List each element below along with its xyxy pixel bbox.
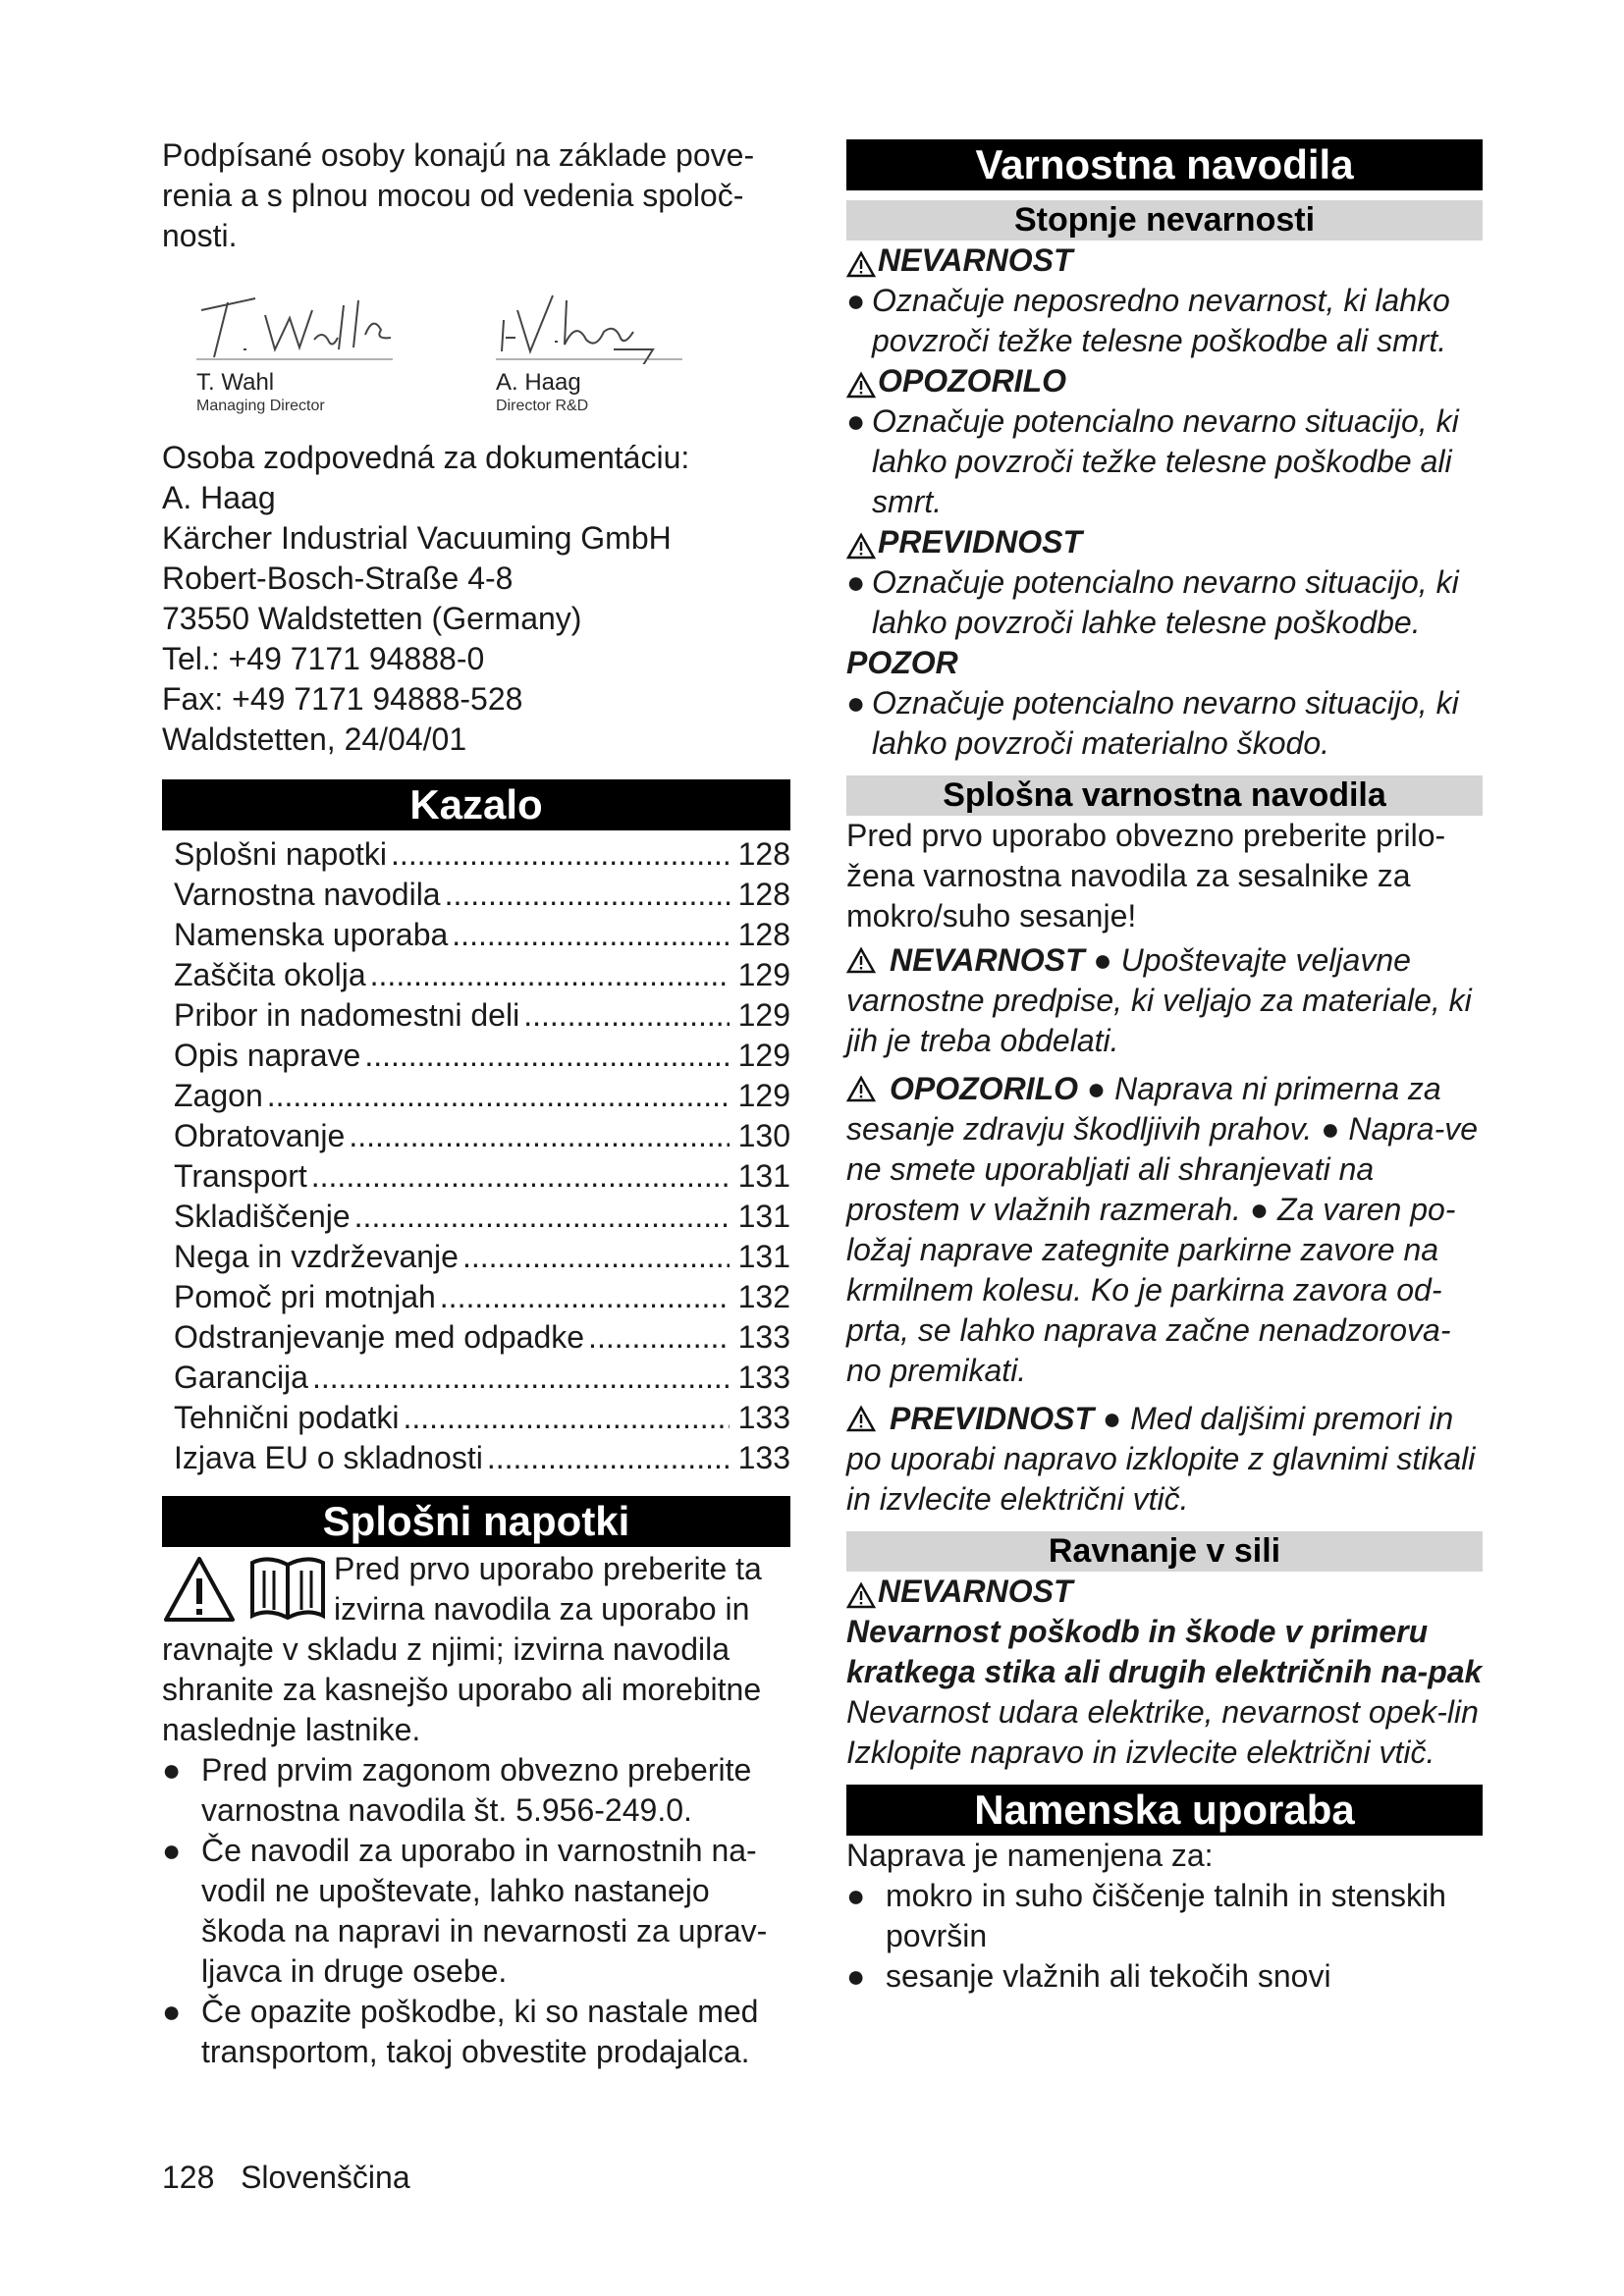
footer-language: Slovenščina [241, 2160, 410, 2195]
toc-entry[interactable] [162, 1398, 790, 1438]
toc-label: Izjava EU o skladnosti [174, 1440, 483, 1475]
toc-label: Transport [174, 1158, 307, 1194]
toc-entry[interactable] [162, 1277, 790, 1317]
toc-leader [487, 1438, 730, 1478]
contact-line: Kärcher Industrial Vacuuming GmbH [162, 520, 672, 556]
warning-paragraph: PREVIDNOST ● Med daljšimi premori in po uporabi napravo izklopite z glavnimi stikali in izvlecite električni vtič. [846, 1401, 1476, 1517]
hazard-level-label: PREVIDNOST [878, 524, 1083, 560]
emergency-head [846, 1572, 1483, 1612]
toc-label: Tehnični podatki [174, 1400, 400, 1435]
toc-entry[interactable] [162, 1076, 790, 1116]
intended-use-intro: Naprava je namenjena za: [846, 1838, 1214, 1873]
bullet-text: Če opazite poškodbe, ki so nastale med transportom, takoj obvestite prodajalca. [201, 1994, 759, 2069]
toc-page: 131 [737, 1199, 790, 1234]
warning-triangle-icon [162, 1555, 237, 1624]
signature-wahl-role: Managing Director [196, 398, 325, 414]
page-number: 128 [162, 2160, 215, 2195]
toc-page: 128 [737, 877, 790, 912]
warning-head: PREVIDNOST [890, 1401, 1095, 1436]
toc-page: 129 [737, 1038, 790, 1073]
toc-page: 128 [737, 917, 790, 952]
toc-leader [588, 1317, 730, 1358]
toc-page: 133 [737, 1319, 790, 1355]
warning-triangle-icon [846, 368, 876, 396]
intended-use-title: Namenska uporaba [846, 1785, 1483, 1836]
contact-line: Osoba zodpovedná za dokumentáciu: [162, 440, 690, 475]
toc-entry[interactable] [162, 1237, 790, 1277]
hazard-level-text: Označuje potencialno nevarno situacijo, ki lahko povzroči lahke telesne poškodbe. [872, 564, 1459, 640]
emergency-head-label: NEVARNOST [878, 1574, 1073, 1609]
warning-triangle-icon [846, 943, 876, 971]
hazard-level-head [846, 522, 1483, 562]
bullet-text: sesanje vlažnih ali tekočih snovi [886, 1958, 1331, 1994]
hazard-level-head [846, 361, 1483, 401]
toc-entry[interactable] [162, 1197, 790, 1237]
warning-triangle-icon [846, 1402, 876, 1429]
toc-page: 129 [737, 997, 790, 1033]
warning-paragraph: OPOZORILO ● Naprava ni primerna za sesanje zdravju škodljivih prahov. ● Napra-ve ne smete uporabljati ali shranjevati na prostem v vlažnih razmerah. ● Za varen po-ložaj naprave zategnite parkirne zavore na krmilnem kolesu. Ko je parkirna zavora od-prta, se lahko naprava začne nenadzorova-no premikati. [846, 1071, 1479, 1388]
page-footer [162, 2158, 410, 2198]
bullet-text: Pred prvim zagonom obvezno preberite varnostna navodila št. 5.956-249.0. [201, 1752, 752, 1828]
toc-leader [391, 834, 730, 875]
general-bullet [162, 1750, 790, 1831]
levels-title: Stopnje nevarnosti [846, 200, 1483, 240]
bullet-dot: ● [846, 685, 866, 721]
bullet-dot: ● [162, 1833, 182, 1868]
hazard-level-label: OPOZORILO [878, 363, 1066, 399]
toc-label: Splošni napotki [174, 836, 388, 872]
toc-page: 133 [737, 1360, 790, 1395]
toc-entry[interactable] [162, 875, 790, 915]
toc-leader [440, 1277, 730, 1317]
table-of-contents [162, 834, 790, 1478]
signatures [162, 256, 790, 438]
signature-wahl-scribble [196, 281, 393, 364]
toc-label: Namenska uporaba [174, 917, 449, 952]
signature-haag-name: A. Haag [496, 369, 581, 396]
warning-text: Upoštevajte veljavne varnostne predpise, ki veljajo za materiale, ki jih je treba obdelati. [846, 942, 1472, 1058]
toc-entry[interactable] [162, 1358, 790, 1398]
toc-title: Kazalo [162, 779, 790, 830]
bullet-dot: ● [846, 403, 866, 439]
hazard-level [846, 240, 1483, 361]
signature-haag-role: Director R&D [496, 398, 589, 414]
toc-label: Pomoč pri motnjah [174, 1279, 436, 1314]
toc-label: Skladiščenje [174, 1199, 351, 1234]
bullet-text: Če navodil za uporabo in varnostnih na-vodil ne upoštevate, lahko nastanejo škoda na napravi in nevarnosti za uprav-ljavca in druge osebe. [201, 1833, 768, 1989]
warning-manual-icons [162, 1549, 334, 1629]
signature-wahl [196, 281, 393, 416]
toc-page: 132 [737, 1279, 790, 1314]
toc-entry[interactable] [162, 1438, 790, 1478]
manual-book-icon [248, 1553, 327, 1622]
toc-entry[interactable] [162, 1317, 790, 1358]
bullet-dot: ● [846, 564, 866, 600]
hazard-level-desc [846, 683, 1483, 764]
intended-use-bullet [846, 1956, 1483, 1997]
emergency-line: Nevarnost udara elektrike, nevarnost opek-lin [846, 1694, 1479, 1730]
contact-line: Fax: +49 7171 94888-528 [162, 681, 523, 717]
toc-leader [267, 1076, 730, 1116]
toc-leader [403, 1398, 730, 1438]
toc-label: Opis naprave [174, 1038, 361, 1073]
hazard-level-text: Označuje potencialno nevarno situacijo, ki lahko povzroči materialno škodo. [872, 685, 1459, 761]
toc-entry[interactable] [162, 915, 790, 955]
toc-leader [523, 995, 730, 1036]
intended-use-bullet [846, 1876, 1483, 1956]
toc-label: Zagon [174, 1078, 263, 1113]
hazard-level-head [846, 240, 1483, 281]
hazard-level [846, 643, 1483, 764]
contact-line: 73550 Waldstetten (Germany) [162, 601, 582, 636]
bullet-dot: ● [846, 1958, 866, 1994]
general-notes-title: Splošni napotki [162, 1496, 790, 1547]
bullet-dot: ● [162, 1752, 182, 1788]
contact-line: A. Haag [162, 480, 276, 515]
general-notes-intro [162, 1549, 790, 1629]
toc-entry[interactable] [162, 955, 790, 995]
toc-page: 133 [737, 1440, 790, 1475]
toc-page: 130 [737, 1118, 790, 1153]
right-column [846, 139, 1483, 1997]
hazard-level-text: Označuje potencialno nevarno situacijo, ki lahko povzroči težke telesne poškodbe ali smrt. [872, 403, 1459, 519]
toc-entry[interactable] [162, 995, 790, 1036]
emergency-line: Izklopite napravo in izvlecite električni vtič. [846, 1735, 1435, 1770]
warning-triangle-icon [846, 1072, 876, 1099]
bullet-text: mokro in suho čiščenje talnih in stenskih površin [886, 1878, 1446, 1953]
hazard-level-desc [846, 281, 1483, 361]
contact-line: Tel.: +49 7171 94888-0 [162, 641, 485, 676]
toc-leader [312, 1358, 730, 1398]
warning-head: NEVARNOST [890, 942, 1085, 978]
toc-page: 128 [737, 836, 790, 872]
warning-triangle-icon [846, 1578, 876, 1606]
emergency-bold: Nevarnost poškodb in škode v primeru kratkega stika ali drugih električnih na-pak [846, 1614, 1483, 1689]
contact-block [162, 438, 790, 760]
warning-text: Med daljšimi premori in po uporabi napravo izklopite z glavnimi stikali in izvlecite električni vtič. [846, 1401, 1476, 1517]
toc-leader [349, 1116, 730, 1156]
toc-label: Varnostna navodila [174, 877, 441, 912]
toc-page: 133 [737, 1400, 790, 1435]
warning-head: OPOZORILO [890, 1071, 1078, 1106]
toc-leader [462, 1237, 730, 1277]
hazard-level-desc [846, 401, 1483, 522]
intro-text: Podpísané osoby konajú na základe pove-renia a s plnou mocou od vedenia spoloč-nosti. [162, 137, 755, 253]
general-safety-text: Pred prvo uporabo obvezno preberite prilo-žena varnostna navodila za sesalnike za mokro/suho sesanje! [846, 818, 1446, 934]
hazard-level [846, 361, 1483, 522]
toc-page: 129 [737, 957, 790, 992]
toc-label: Zaščita okolja [174, 957, 366, 992]
toc-page: 131 [737, 1158, 790, 1194]
toc-entry[interactable] [162, 1036, 790, 1076]
general-safety-title: Splošna varnostna navodila [846, 775, 1483, 816]
left-column [162, 135, 790, 2072]
warning-text: Naprava ni primerna za sesanje zdravju škodljivih prahov. ● Napra-ve ne smete uporabljati ali shranjevati na prostem v vlažnih razmerah. ● Za varen po-ložaj naprave zategnite parkirne zavore na krmilnem kolesu. Ko je parkirna zavora od-prta, se lahko naprava začne nenadzorova-no premikati. [846, 1071, 1479, 1388]
toc-page: 129 [737, 1078, 790, 1113]
toc-label: Obratovanje [174, 1118, 346, 1153]
toc-label: Odstranjevanje med odpadke [174, 1319, 585, 1355]
toc-label: Nega in vzdrževanje [174, 1239, 459, 1274]
general-bullet [162, 1831, 790, 1992]
hazard-level [846, 522, 1483, 643]
safety-title: Varnostna navodila [846, 139, 1483, 190]
bullet-dot: ● [846, 283, 866, 318]
contact-line: Robert-Bosch-Straße 4-8 [162, 561, 514, 596]
warning-triangle-icon [846, 247, 876, 275]
toc-leader [354, 1197, 730, 1237]
toc-leader [364, 1036, 730, 1076]
toc-label: Pribor in nadomestni deli [174, 997, 520, 1033]
signature-haag-scribble [496, 281, 682, 364]
bullet-dot: ● [162, 1994, 182, 2029]
signature-haag [496, 281, 682, 416]
toc-leader [445, 875, 730, 915]
toc-entry[interactable] [162, 834, 790, 875]
toc-leader [311, 1156, 730, 1197]
warning-paragraph: NEVARNOST ● Upoštevajte veljavne varnostne predpise, ki veljajo za materiale, ki jih je treba obdelati. [846, 942, 1472, 1058]
bullet-dot: ● [846, 1878, 866, 1913]
toc-entry[interactable] [162, 1156, 790, 1197]
general-bullet [162, 1992, 790, 2072]
emergency-title: Ravnanje v sili [846, 1531, 1483, 1572]
signature-wahl-name: T. Wahl [196, 369, 275, 396]
toc-label: Garancija [174, 1360, 308, 1395]
hazard-level-label: NEVARNOST [878, 242, 1073, 278]
toc-page: 131 [737, 1239, 790, 1274]
hazard-level-head: POZOR [846, 645, 958, 680]
toc-entry[interactable] [162, 1116, 790, 1156]
general-icon-text: Pred prvo uporabo preberite ta izvirna navodila za uporabo in [334, 1551, 762, 1627]
toc-leader [452, 915, 730, 955]
contact-line: Waldstetten, 24/04/01 [162, 721, 467, 757]
general-text: ravnajte v skladu z njimi; izvirna navodila shranite za kasnejšo uporabo ali morebitne naslednje lastnike. [162, 1631, 762, 1747]
hazard-level-text: Označuje neposredno nevarnost, ki lahko povzroči težke telesne poškodbe ali smrt. [872, 283, 1450, 358]
toc-leader [370, 955, 730, 995]
hazard-level-desc [846, 562, 1483, 643]
warning-triangle-icon [846, 529, 876, 557]
